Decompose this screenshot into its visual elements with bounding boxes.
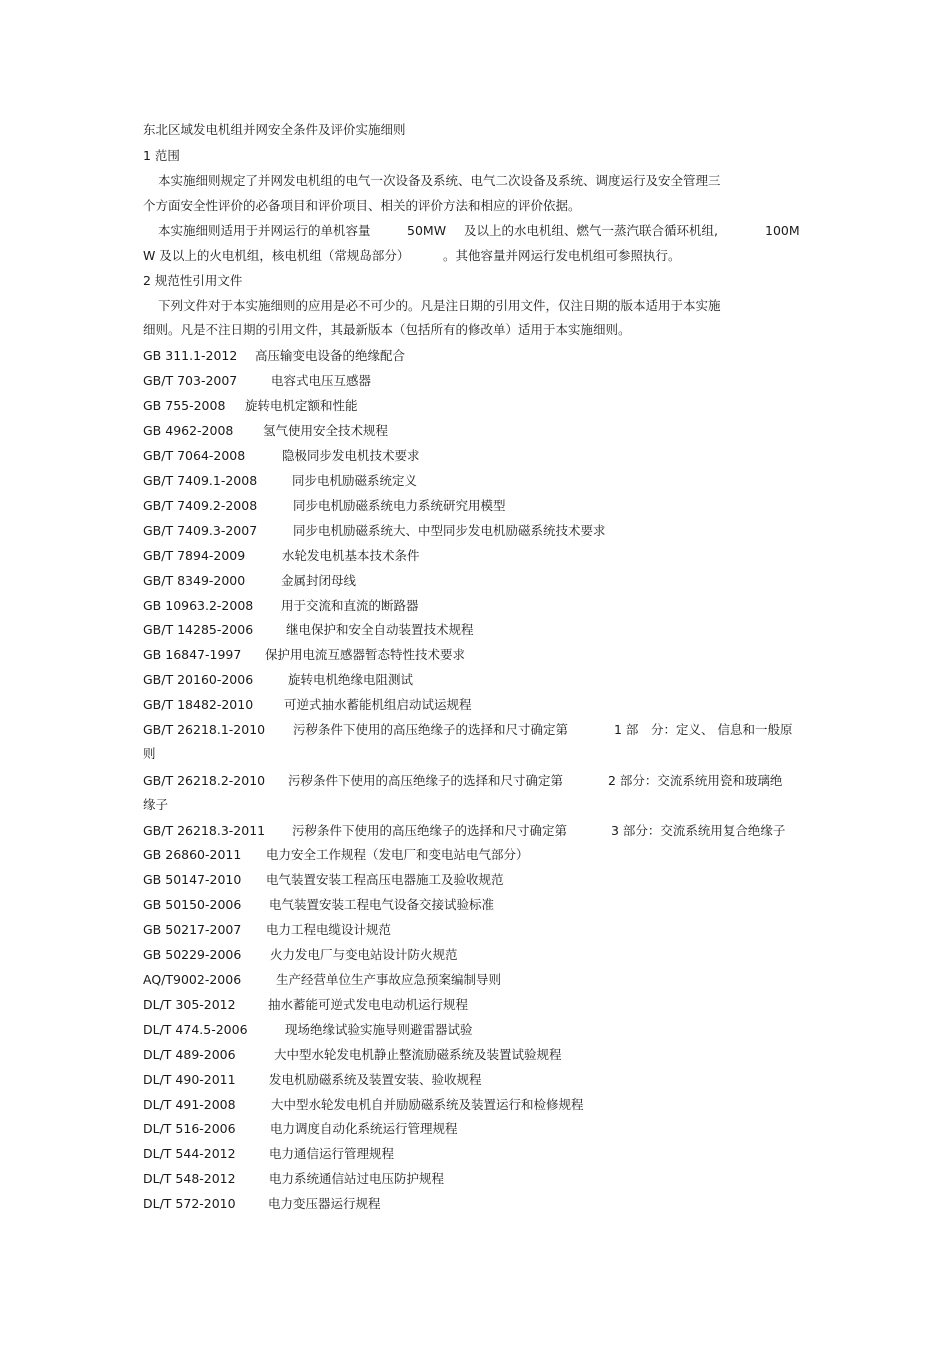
standard-title: 隐极同步发电机技术要求	[282, 447, 420, 463]
standard-title: 电力系统通信站过电压防护规程	[269, 1171, 445, 1187]
standard-title: 用于交流和直流的断路器	[281, 597, 419, 613]
standard-code: DL/T 490-2011	[143, 1071, 236, 1087]
section-1-paragraph-1-line-2: 个方面安全性评价的必备项目和评价项目、相关的评价方法和相应的评价依据。	[143, 198, 581, 213]
standard-title: 抽水蓄能可逆式发电电动机运行规程	[268, 996, 469, 1012]
standard-part: 2 部分：交流系统用瓷和玻璃绝	[608, 773, 783, 788]
standard-title: 发电机励磁系统及装置安装、验收规程	[269, 1071, 482, 1087]
standard-code: DL/T 516-2006	[143, 1121, 236, 1137]
standard-title: 污秽条件下使用的高压绝缘子的选择和尺寸确定第	[292, 823, 568, 838]
scope-text-a: 本实施细则适用于并网运行的单机容量	[158, 223, 371, 238]
standard-code: GB 26860-2011	[143, 847, 242, 862]
standard-title: 同步电机励磁系统电力系统研究用模型	[293, 497, 506, 513]
scope-capacity-100m: 100M	[765, 223, 800, 238]
standard-code: DL/T 305-2012	[143, 996, 236, 1012]
standard-code: GB 50217-2007	[143, 921, 242, 937]
standard-title: 电力调度自动化系统运行管理规程	[270, 1121, 458, 1137]
standard-code: GB 50150-2006	[143, 896, 242, 912]
standard-code: GB 50229-2006	[143, 946, 242, 962]
standard-code: GB/T 18482-2010	[143, 697, 254, 713]
standard-code: DL/T 544-2012	[143, 1146, 236, 1162]
scope-text-c: 及以上的水电机组、燃气一蒸汽联合循环机组,	[464, 223, 718, 238]
standard-code: GB/T 7409.2-2008	[143, 497, 258, 513]
standard-title: 电力变压器运行规程	[268, 1196, 381, 1212]
standard-title: 电容式电压互感器	[271, 372, 372, 388]
standard-code: GB/T 7409.3-2007	[143, 522, 258, 538]
standard-code: DL/T 474.5-2006	[143, 1021, 248, 1037]
standard-code: GB 10963.2-2008	[143, 597, 254, 613]
standard-title: 同步电机励磁系统定义	[292, 472, 418, 488]
standard-code: GB 50147-2010	[143, 871, 242, 887]
standard-title: 电力工程电缆设计规范	[266, 921, 392, 937]
standard-title: 污秽条件下使用的高压绝缘子的选择和尺寸确定第	[293, 722, 569, 737]
standard-code: GB/T 7409.1-2008	[143, 472, 258, 488]
standard-title: 大中型水轮发电机静止整流励磁系统及装置试验规程	[274, 1046, 562, 1062]
standard-title: 现场绝缘试验实施导则避雷器试验	[285, 1021, 473, 1037]
standard-code: GB/T 20160-2006	[143, 672, 254, 688]
standard-title: 可逆式抽水蓄能机组启动试运规程	[284, 697, 472, 713]
standard-code: GB 311.1-2012	[143, 348, 238, 363]
standard-title: 高压输变电设备的绝缘配合	[255, 348, 406, 363]
standard-title: 氢气使用安全技术规程	[263, 422, 389, 438]
standard-title: 电力安全工作规程（发电厂和变电站电气部分）	[266, 847, 529, 862]
standard-title: 同步电机励磁系统大、中型同步发电机励磁系统技术要求	[293, 522, 606, 538]
standard-code: GB/T 26218.2-2010	[143, 773, 266, 788]
section-1-heading: 1 范围	[143, 148, 180, 163]
standard-code: GB/T 703-2007	[143, 372, 238, 388]
standard-code: GB 4962-2008	[143, 422, 234, 438]
standard-code: GB/T 7894-2009	[143, 547, 246, 563]
standard-title: 电力通信运行管理规程	[269, 1146, 395, 1162]
standard-code: DL/T 489-2006	[143, 1046, 236, 1062]
scope-text-w: W 及以上的火电机组，核电机组（常规岛部分）	[143, 248, 410, 263]
standard-title: 保护用电流互感器暂态特性技术要求	[265, 647, 466, 663]
scope-capacity-50mw: 50MW	[407, 223, 447, 238]
standard-code: GB 755-2008	[143, 397, 226, 413]
standard-title: 电气装置安装工程电气设备交接试验标准	[269, 896, 495, 912]
standard-title: 大中型水轮发电机自并励励磁系统及装置运行和检修规程	[271, 1096, 584, 1112]
standard-title: 电气装置安装工程高压电器施工及验收规范	[266, 871, 504, 887]
standard-code: GB/T 26218.1-2010	[143, 722, 266, 737]
section-1-paragraph-2-line-1	[158, 223, 820, 239]
standard-part: 1 部	[614, 722, 639, 737]
section-2-paragraph-line-2: 细则。凡是不注日期的引用文件，其最新版本（包括所有的修改单）适用于本实施细则。	[143, 322, 631, 337]
standard-title: 火力发电厂与变电站设计防火规范	[270, 946, 458, 962]
standard-title: 生产经营单位生产事故应急预案编制导则	[276, 971, 502, 987]
section-2-paragraph-line-1: 下列文件对于本实施细则的应用是必不可少的。凡是注日期的引用文件，仅注日期的版本适用于本实施	[158, 298, 721, 313]
standard-code: GB 16847-1997	[143, 647, 242, 663]
standard-code: GB/T 26218.3-2011	[143, 823, 266, 838]
standard-code: DL/T 491-2008	[143, 1096, 236, 1112]
standard-title: 污秽条件下使用的高压绝缘子的选择和尺寸确定第	[288, 773, 564, 788]
standard-title: 继电保护和安全自动装置技术规程	[286, 622, 474, 638]
document-title: 东北区域发电机组并网安全条件及评价实施细则	[143, 122, 406, 137]
standard-code: DL/T 548-2012	[143, 1171, 236, 1187]
scope-text-other: 。其他容量并网运行发电机组可参照执行。	[443, 248, 681, 263]
section-1-paragraph-1-line-1: 本实施细则规定了并网发电机组的电气一次设备及系统、电气二次设备及系统、调度运行及安全管理三	[158, 173, 721, 188]
standard-title: 旋转电机绝缘电阻测试	[288, 672, 414, 688]
standard-title: 旋转电机定额和性能	[245, 397, 358, 413]
standard-code: GB/T 7064-2008	[143, 447, 246, 463]
standard-code: GB/T 8349-2000	[143, 572, 246, 588]
standard-title: 水轮发电机基本技术条件	[282, 547, 420, 563]
standard-code: GB/T 14285-2006	[143, 622, 254, 638]
standard-entry-continuation: 则	[143, 746, 156, 761]
section-2-heading: 2 规范性引用文件	[143, 273, 243, 288]
standard-title: 金属封闭母线	[281, 572, 357, 588]
standard-code: AQ/T9002-2006	[143, 971, 242, 987]
standard-part-rest: 分：定义、 信息和一般原	[651, 722, 793, 737]
standard-code: DL/T 572-2010	[143, 1196, 236, 1212]
standard-part: 3 部分：交流系统用复合绝缘子	[611, 823, 786, 838]
standard-entry-continuation: 缘子	[143, 797, 169, 812]
section-1-paragraph-2-line-2	[143, 248, 805, 264]
